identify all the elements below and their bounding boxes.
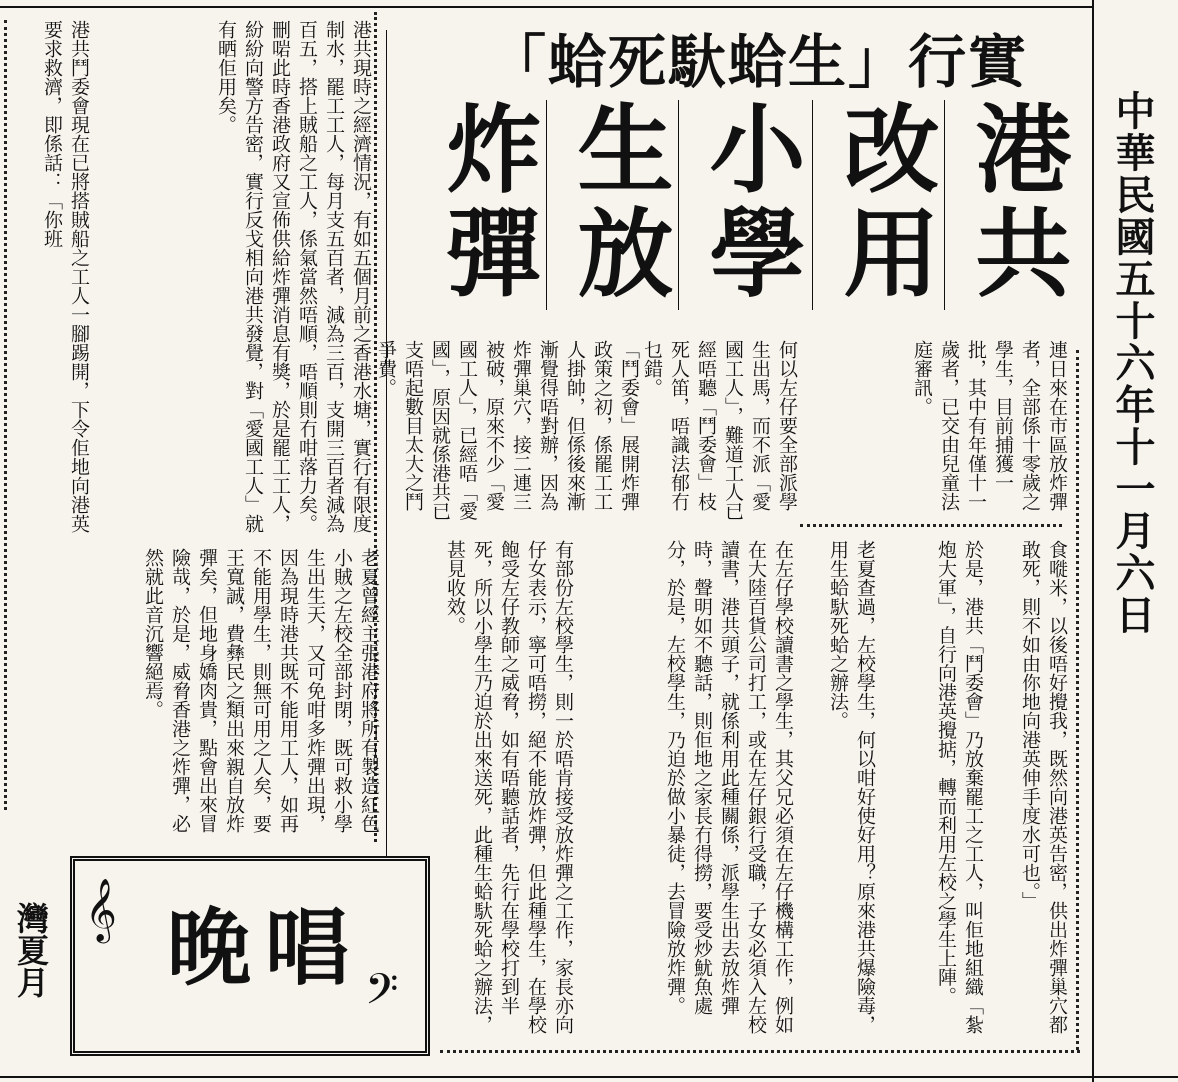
headline-column-4: 生放 (562, 99, 674, 307)
headline-column-2: 改用 (828, 99, 940, 307)
bottom-border-line (0, 1076, 1178, 1078)
top-border-line (0, 6, 1092, 8)
article-paragraph: 老夏曾經主張港府將所有製造紅色小賊之左校全部封閉，既可救小學生出生天，又可免咁多炸彈出現，因為現時港共既不能用工人，如再不能用學生，則無可用之人矣，要王寬誠，費彝民之類出來親自放炸彈矣，但地身嬌肉貴，點會出來冒險哉，於是，威脅香港之炸彈，必然就此音沉響絕焉。 (142, 548, 380, 833)
right-border-line (1092, 0, 1094, 1082)
column-stamp (70, 856, 430, 1056)
article-paragraph: 港共鬥委會現在已將搭賊船之工人一腳踢開，下令佢地向港英要求救濟，即係話：「你班 (41, 20, 90, 533)
wavy-divider (800, 524, 1062, 535)
treble-clef-icon: 𝄞 (85, 878, 117, 941)
article-paragraph: 有部份左校學生，則一於唔肯接受放炸彈之工作，家長亦向仔女表示，寧可唔撈，絕不能放炸彈，但此種學生，在學校飽受左仔教師之威脅，如有唔聽話者，先行在學校打到半死，所以小學生乃迫於出來送死，此種生蛤馱死蛤之辦法，甚見收效。 (444, 540, 574, 1034)
article-subtitle: 「蛤死馱蛤生」行實 (488, 28, 1029, 96)
article-paragraph: 在左仔學校讀書之學生，其父兄必須在左仔機構工作，例如在大陸百貨公司打工，或在左仔銀行受職，子女必須入左校讀書，港共頭子，就係利用此種關係，派學生出去放炸彈時，聲明如不聽話，則佢地之家長冇得撈，要受炒魷魚處分，於是，左校學生，乃迫於做小暴徒，去冒險放炸彈。 (664, 540, 794, 1034)
headline-divider (546, 100, 547, 310)
headline-divider (944, 100, 945, 310)
author-name: 灣夏月 (12, 902, 50, 998)
wavy-divider (1076, 350, 1091, 1050)
article-paragraph: 「鬥委會」展開炸彈政策之初，係罷工工人掛帥，但係後來漸漸覺得唔對辦，因為炸彈巢穴，接二連三被破，原來不少「愛國工人」，已經唔「愛國」，原因就係港共已支唔起數目太大之鬥爭費。 (375, 340, 640, 521)
headline-divider (678, 100, 679, 310)
publication-date: 中華民國五十六年十一月六日 (1109, 90, 1156, 636)
wavy-divider (440, 1050, 1080, 1061)
headline-column-5: 炸彈 (430, 99, 542, 307)
headline-column-3: 小學 (694, 99, 806, 307)
article-paragraph: 老夏查過，左校學生，何以咁好使好用？原來港共爆險毒，用生蛤馱死蛤之辦法。 (827, 540, 876, 1034)
headline-divider (812, 100, 813, 310)
article-paragraph: 連日來在市區放炸彈者，全部係十零歲之學生，目前捕獲一批，其中有年僅十一歲者，已交由兒童法庭審訊。 (911, 340, 1068, 511)
bass-clef-icon: 𝄢 (365, 965, 399, 1025)
article-paragraph: 食嘥米，以後唔好攪我，既然向港英告密，供出炸彈巢穴都敢死，則不如由你地向港英伸手度水可也。」 (1019, 540, 1068, 1034)
column-title: 晚唱 (167, 899, 364, 997)
article-paragraph: 於是，港共「鬥委會」乃放棄罷工之工人，叫佢地組織「紮炮大軍」，自行向港英攪掂，轉而利用左校之學生上陣。 (935, 540, 984, 1034)
headline-column-1: 港共 (960, 99, 1072, 307)
article-paragraph: 港共現時之經濟情況，有如五個月前之香港水塘，實行有限度制水，罷工工人，每月支五百者，減為三百，支開三百者減為百五，搭上賊船之工人，係氣當然唔順，唔順則冇咁落力矣。刪啱此時香港政府又宣佈供給炸彈消息有獎，於是罷工工人，紛紛向警方告密，實行反戈相向港共發覺，對「愛國工人」就有晒佢用矣。 (215, 20, 372, 533)
article-paragraph: 何以左仔要全部派學生出馬，而不派「愛國工人」，難道工人已經唔聽「鬥委會」枝死人笛，唔識法郁冇乜錯。 (641, 340, 798, 521)
